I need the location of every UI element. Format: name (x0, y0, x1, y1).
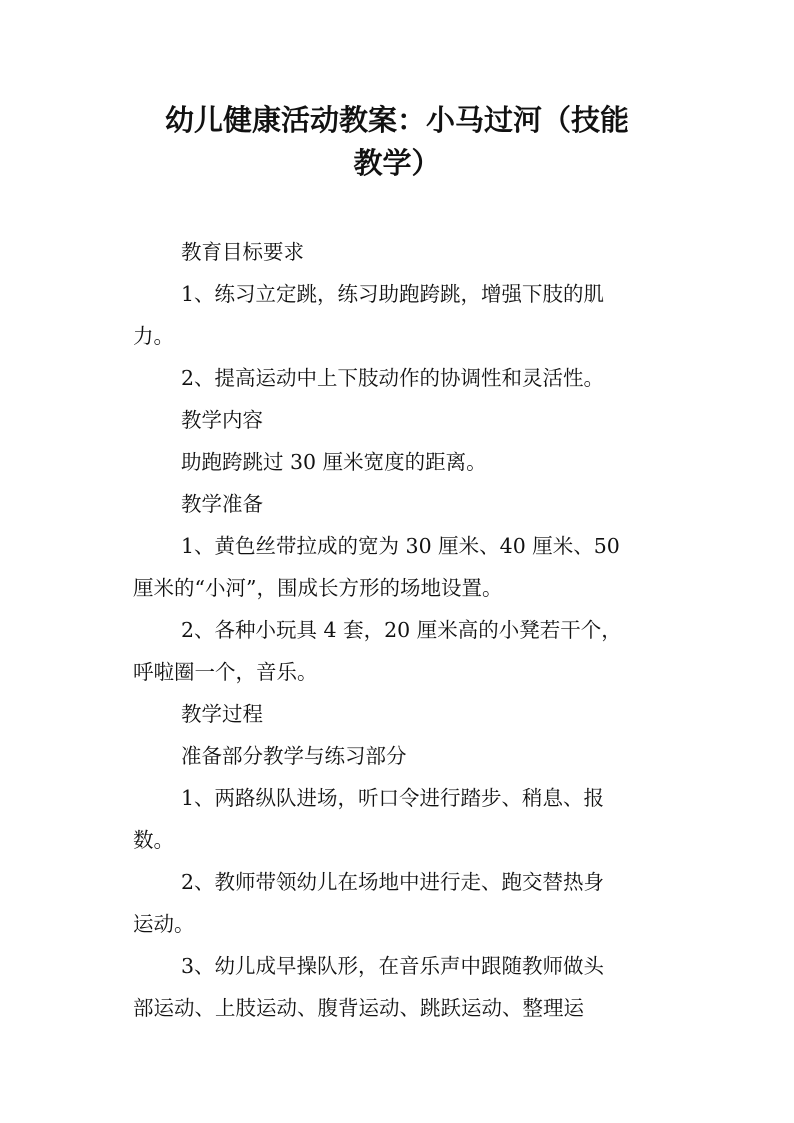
text-line: 3、幼儿成早操队形，在音乐声中跟随教师做头 (181, 954, 605, 978)
text-line: 呼啦圈一个，音乐。 (133, 660, 318, 684)
text-line: 教学过程 (181, 702, 263, 726)
text-line: 厘米的“小河”，围成长方形的场地设置。 (133, 576, 503, 600)
document-title-line-1: 幼儿健康活动教案：小马过河（技能 (164, 103, 629, 137)
text-line: 运动。 (133, 912, 195, 936)
text-line: 教育目标要求 (181, 240, 304, 264)
text-line: 2、提高运动中上下肢动作的协调性和灵活性。 (181, 366, 605, 390)
text-line: 部运动、上肢运动、腹背运动、跳跃运动、整理运 (133, 996, 584, 1020)
text-line: 教学准备 (181, 492, 263, 516)
text-line: 2、各种小玩具 4 套，20 厘米高的小凳若干个， (181, 618, 622, 642)
text-line: 1、两路纵队进场，听口令进行踏步、稍息、报 (181, 786, 605, 810)
document-title-line-2: 教学） (353, 146, 441, 180)
text-line: 力。 (133, 324, 174, 348)
text-line: 1、练习立定跳，练习助跑跨跳，增强下肢的肌 (181, 282, 605, 306)
text-line: 教学内容 (181, 408, 263, 432)
text-line: 准备部分教学与练习部分 (181, 744, 407, 768)
text-line: 2、教师带领幼儿在场地中进行走、跑交替热身 (181, 870, 605, 894)
text-line: 数。 (133, 828, 174, 852)
text-line: 1、黄色丝带拉成的宽为 30 厘米、40 厘米、50 (181, 534, 620, 558)
text-line: 助跑跨跳过 30 厘米宽度的距离。 (181, 450, 487, 474)
